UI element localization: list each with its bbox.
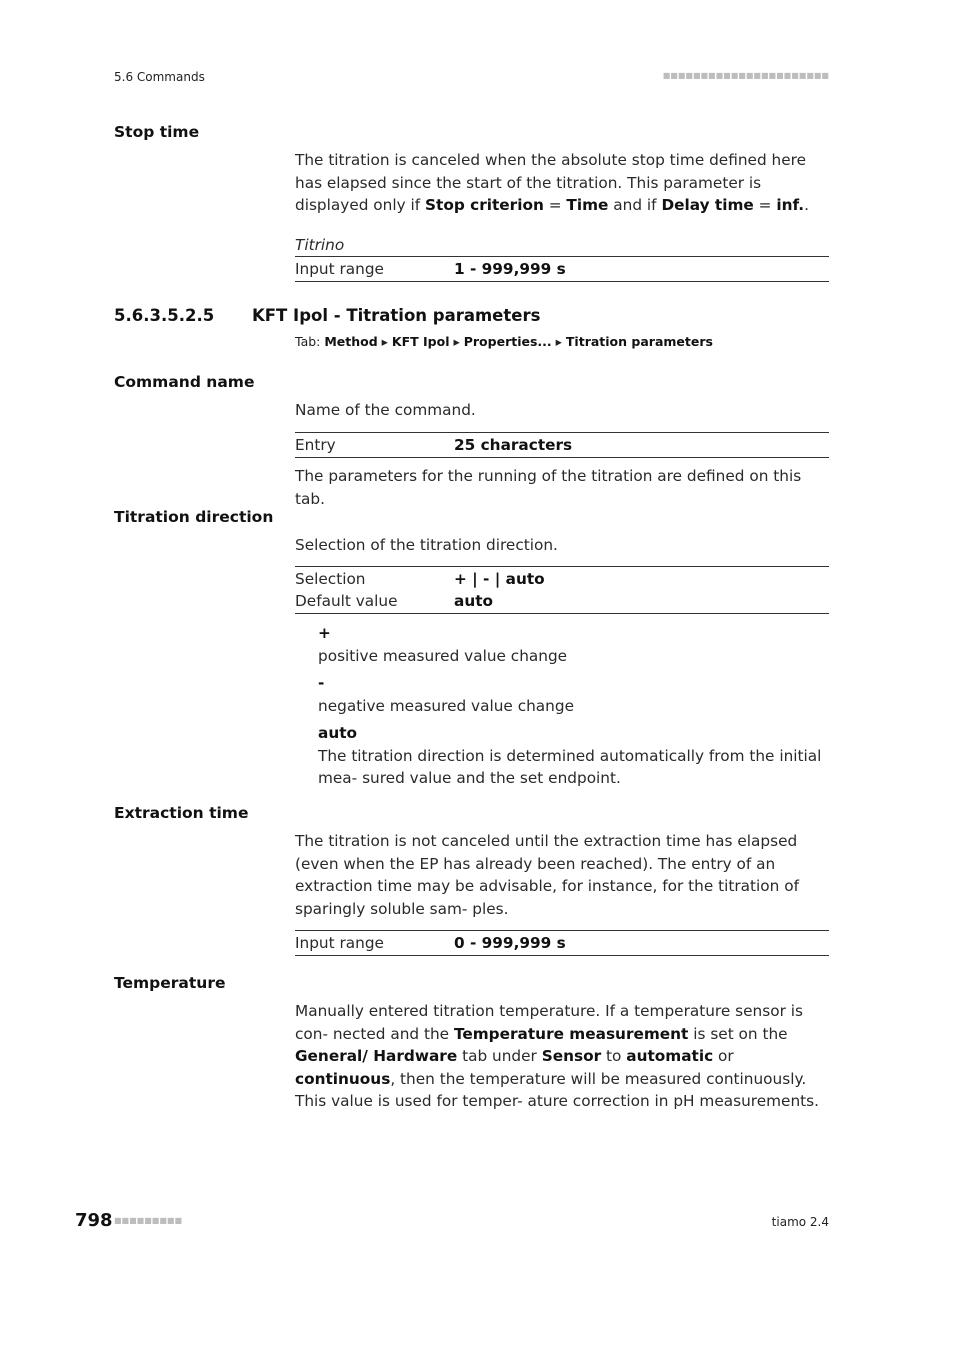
table-row: Selection + | - | auto xyxy=(295,570,545,588)
stop-time-description: The titration is canceled when the absolute stop time defined here has elapsed since the start of the titration. This parameter is displayed only if Stop criterion = Time and if Delay time = inf.. xyxy=(295,151,809,214)
option-description: negative measured value change xyxy=(318,696,574,715)
term-command-name: Command name xyxy=(114,373,255,391)
tab-description: The parameters for the running of the titration are defined on this tab. xyxy=(295,467,802,508)
table-row: Default value auto xyxy=(295,592,494,610)
term-temperature: Temperature xyxy=(114,974,226,992)
running-header-section: 5.6 Commands xyxy=(114,70,205,84)
option-description: positive measured value change xyxy=(318,646,568,665)
temperature-description: Manually entered titration temperature. If a temperature sensor is con- nected and the Temperature measurement is set on the General/ Hardware tab under Sensor to automatic or continuous, then the temperature will be measured continuously. This value is used for temper- ature correction in pH measurements. xyxy=(295,1002,819,1110)
titration-direction-description: Selection of the titration direction. xyxy=(295,536,558,554)
section-title: KFT Ipol - Titration parameters xyxy=(252,306,541,325)
term-extraction-time: Extraction time xyxy=(114,804,249,822)
footer-decoration: ■■■■■■■■■ xyxy=(114,1216,183,1225)
header-decoration: ■■■■■■■■■■■■■■■■■■■■■■ xyxy=(662,71,829,80)
table-row: Input range 0 - 999,999 s xyxy=(295,934,566,952)
option-list xyxy=(318,622,829,790)
option-term: + xyxy=(318,624,331,642)
command-name-table xyxy=(295,432,829,458)
extraction-time-description: The titration is not canceled until the extraction time has elapsed (even when the EP has already been reached). The entry of an extraction time may be advisable, for instance, for the titration of sparingly soluble sam- ples. xyxy=(295,832,799,918)
term-titration-direction: Titration direction xyxy=(114,508,274,526)
section-number: 5.6.3.5.2.5 xyxy=(114,306,215,325)
option-term: - xyxy=(318,674,325,692)
term-stop-time: Stop time xyxy=(114,123,200,141)
product-name: tiamo 2.4 xyxy=(771,1215,829,1229)
command-name-description: Name of the command. xyxy=(295,401,476,419)
table-caption: Titrino xyxy=(295,236,345,254)
extraction-time-table xyxy=(295,930,829,956)
option-term: auto xyxy=(318,724,358,742)
option-description: The titration direction is determined automatically from the initial mea- sured value and the set endpoint. xyxy=(318,746,822,787)
stop-time-table xyxy=(295,236,829,282)
tab-path: Tab: Method ▸ KFT Ipol ▸ Properties... ▸ Titration parameters xyxy=(295,334,713,349)
table-row: Entry 25 characters xyxy=(295,436,573,454)
titration-direction-table xyxy=(295,566,829,614)
page-number: 798 xyxy=(75,1210,113,1231)
table-row: Input range 1 - 999,999 s xyxy=(295,260,566,278)
